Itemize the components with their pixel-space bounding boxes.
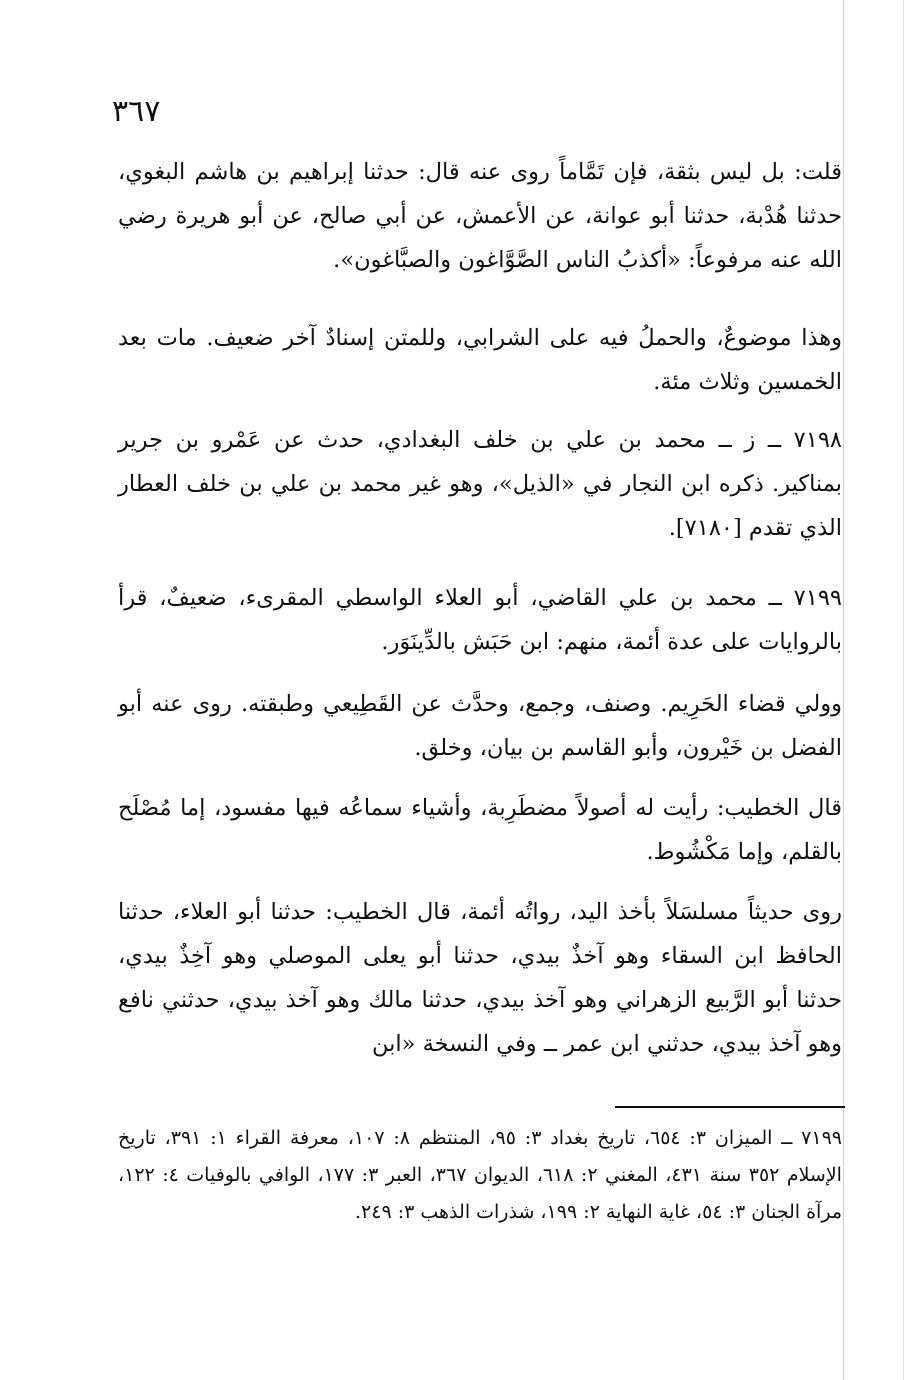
paragraph-7: [118, 890, 842, 1066]
paragraph-text: روى حديثاً مسلسَلاً بأخذ اليد، رواتُه أئمة، قال الخطيب: حدثنا أبو العلاء، حدثنا الحافظ ابن السقاء وهو آخذٌ بيدي، حدثنا أبو يعلى الموصلي وهو آخِذٌ بيدي، حدثنا أبو الرَّبيع الزهراني وهو آخذ بيدي، حدثنا مالك وهو آخذ بيدي، حدثني نافع وهو آخذ بيدي، حدثني ابن عمر ــ وفي النسخة «ابن: [118, 899, 842, 1057]
paragraph-6: [118, 786, 842, 874]
paragraph-text: وهذا موضوعٌ، والحملُ فيه على الشرابي، وللمتن إسنادٌ آخر ضعيف. مات بعد الخمسين وثلاث مئة.: [118, 325, 842, 395]
entry-7198: [118, 418, 842, 550]
footnote-separator: [615, 1106, 845, 1108]
paragraph-text: ٧١٩٨ ــ ز ــ محمد بن علي بن خلف البغدادي، حدث عن عَمْرو بن جرير بمناكير. ذكره ابن النجار في «الذيل»، وهو غير محمد بن علي بن خلف العطار الذي تقدم [٧١٨٠].: [118, 427, 842, 541]
paragraph-5: [118, 682, 842, 770]
paragraph-text: قلت: بل ليس بثقة، فإن تَمَّاماً روى عنه قال: حدثنا إبراهيم بن هاشم البغوي، حدثنا هُدْبة، حدثنا أبو عوانة، عن الأعمش، عن أبي صالح، عن أبو هريرة رضي الله عنه مرفوعاً: «أكذبُ الناس الصَّوَّاغون والصبَّاغون».: [118, 159, 842, 273]
paragraph-1: [118, 150, 842, 282]
entry-7199: [118, 576, 842, 664]
scan-edge-line: [903, 0, 904, 1380]
paragraph-text: قال الخطيب: رأيت له أصولاً مضطَرِبة، وأشياء سماعُه فيها مفسود، إما مُصْلَح بالقلم، وإما مَكْشُوط.: [118, 795, 842, 865]
footnote-text: ٧١٩٩ ــ الميزان ٣: ٦٥٤، تاريخ بغداد ٣: ٩٥، المنتظم ٨: ١٠٧، معرفة القراء ١: ٣٩١، تاريخ الإسلام ٣٥٢ سنة ٤٣١، المغني ٢: ٦١٨، الديوان ٣٦٧، العبر ٣: ١٧٧، الوافي بالوفيات ٤: ١٢٢، مرآة الجنان ٣: ٥٤، غاية النهاية ٢: ١٩٩، شذرات الذهب ٣: ٢٤٩.: [118, 1127, 842, 1223]
paragraph-text: وولي قضاء الحَرِيم. وصنف، وجمع، وحدَّث عن القَطِيعي وطبقته. روى عنه أبو الفضل بن خَيْرون، وأبو القاسم بن بيان، وخلق.: [118, 691, 842, 761]
paragraph-2: [118, 316, 842, 404]
paragraph-text: ٧١٩٩ ــ محمد بن علي القاضي، أبو العلاء الواسطي المقرىء، ضعيفٌ، قرأ بالروايات على عدة أئمة، منهم: ابن حَبَش بالدِّينَوَر.: [118, 585, 842, 655]
page-number: ٣٦٧: [112, 94, 161, 129]
scan-gutter-line: [843, 0, 844, 1380]
footnote: [118, 1120, 842, 1231]
